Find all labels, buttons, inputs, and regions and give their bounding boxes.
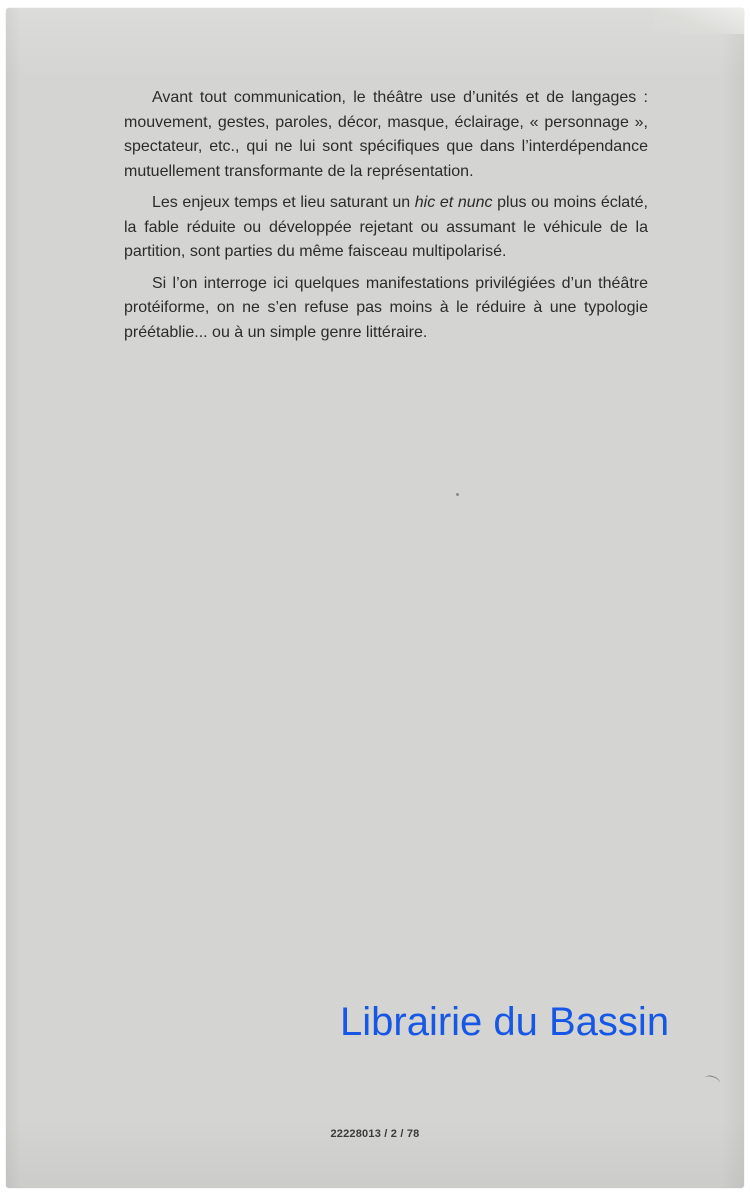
blurb-paragraph-2-start: Les enjeux temps et lieu saturant un: [152, 194, 415, 211]
cover-blurb: [124, 86, 648, 352]
paper-speck: [456, 493, 459, 496]
blurb-italic-phrase: hic et nunc: [414, 194, 493, 211]
blurb-paragraph-2: [124, 191, 648, 265]
blurb-paragraph-1: Avant tout communication, le théâtre use d’unités et de langages : mouvement, gestes, paroles, décor, masque, éclairage, « personnage », spectateur, etc., qui ne lui sont spécifiques que dans l’interdépendance mutuellement transformante de la représentation.: [124, 89, 648, 180]
seller-watermark: Librairie du Bassin: [340, 1000, 670, 1044]
catalog-code: 22228013 / 2 / 78: [330, 1128, 420, 1140]
blurb-paragraph-2-end: plus ou moins éclaté, la fable réduite ou développée rejetant ou assumant le véhicule de la partition, sont parties du même faisceau multipolarisé.: [124, 194, 648, 260]
cover-corner-highlight: [654, 8, 744, 34]
blurb-paragraph-3: Si l’on interroge ici quelques manifestations privilégiées d’un théâtre protéiforme, on ne s’en refuse pas moins à le réduire à une typologie préétablie... ou à un simple genre littéraire.: [124, 274, 648, 341]
